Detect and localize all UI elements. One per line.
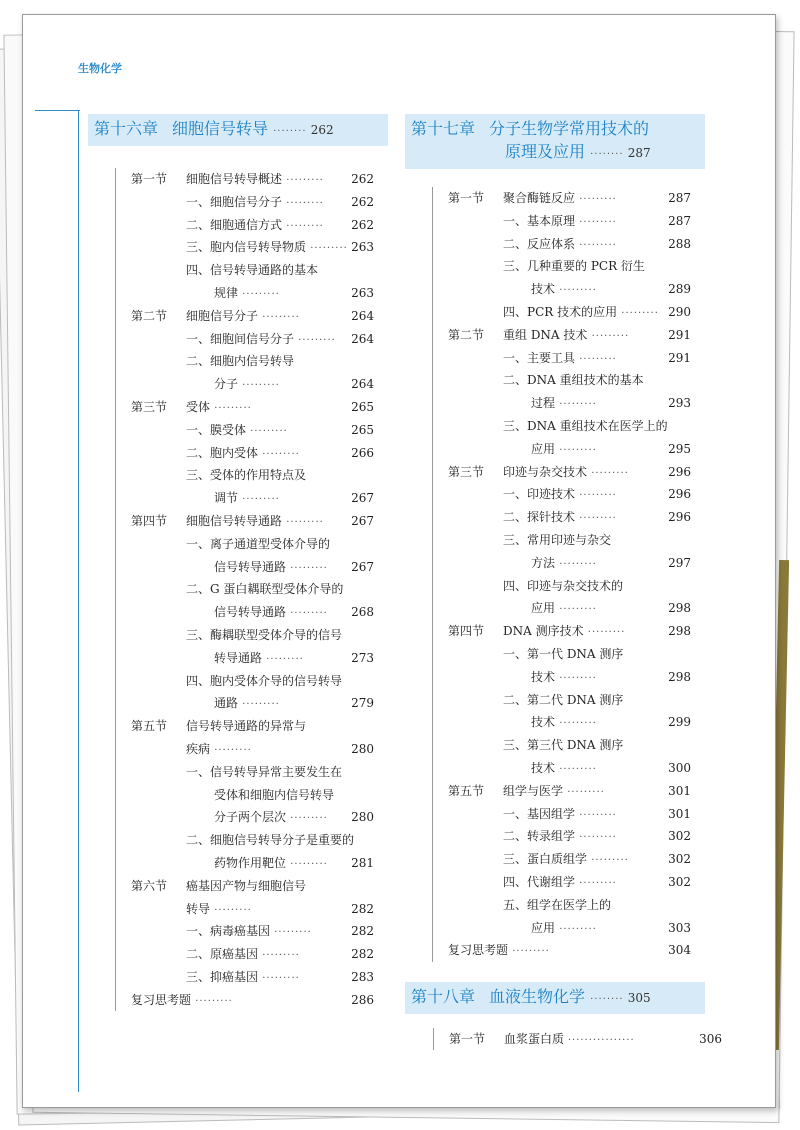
toc-entry[interactable]: [433, 1028, 736, 1050]
leader-dots: ·········: [270, 927, 312, 939]
entry-text: 印迹与杂交技术: [503, 464, 588, 479]
right-column: [405, 114, 705, 962]
toc-entry[interactable]: [131, 282, 388, 305]
leader-dots: ·········: [575, 513, 617, 525]
toc-entry[interactable]: [131, 191, 388, 214]
page-number: 267: [351, 559, 374, 574]
entry-text: 三、受体的作用特点及: [186, 468, 307, 483]
entry-text: 二、细胞通信方式: [186, 217, 283, 232]
entry-text: 信号转导通路: [214, 605, 287, 620]
leader-dots: ·········: [258, 972, 300, 984]
page-number: 291: [668, 327, 691, 342]
page-number: 264: [351, 308, 374, 323]
section-label: 第三节: [448, 464, 485, 479]
toc-entry[interactable]: [131, 259, 388, 282]
leader-dots: ·········: [587, 855, 629, 867]
toc-entry[interactable]: [131, 350, 388, 373]
leader-dots: ·········: [258, 950, 300, 962]
toc-entry[interactable]: [448, 597, 705, 620]
chapter-title: 细胞信号转导: [172, 119, 269, 138]
page-number: 263: [351, 240, 374, 255]
entry-text: 一、基本原理: [503, 213, 576, 228]
toc-entry[interactable]: [448, 210, 705, 233]
chapter-title: 血液生物化学: [489, 987, 586, 1006]
page-number: 264: [351, 377, 374, 392]
page-number: 282: [351, 901, 374, 916]
leader-dots: ·········: [282, 175, 324, 186]
leader-dots: ·········: [286, 813, 328, 825]
entry-text: 四、PCR 技术的应用: [503, 304, 618, 319]
toc-entry[interactable]: [131, 692, 388, 715]
section-label: 第三节: [131, 399, 168, 414]
leader-dots: ·········: [563, 786, 605, 798]
toc-entry[interactable]: [131, 761, 388, 784]
page-number: 302: [668, 829, 691, 844]
page-number: 298: [668, 624, 691, 639]
toc-entry[interactable]: [448, 278, 705, 301]
entry-text: 转导: [186, 901, 211, 916]
page-number: 262: [351, 217, 374, 232]
chapter-title-line2: 原理及应用: [505, 142, 586, 161]
page-number: 296: [668, 487, 691, 502]
toc-entry[interactable]: [131, 442, 388, 465]
leader-dots: ·········: [238, 699, 280, 711]
toc-entry[interactable]: [448, 369, 705, 392]
entry-text: 一、主要工具: [503, 350, 576, 365]
entry-text: 细胞信号转导通路: [186, 513, 283, 528]
entry-text: 转导通路: [214, 650, 263, 665]
entry-text: 一、膜受体: [186, 422, 247, 437]
toc-entry[interactable]: [448, 643, 705, 666]
toc-entry[interactable]: [131, 419, 388, 442]
page-number: 287: [668, 213, 691, 228]
header-rule: [35, 110, 80, 111]
chapter-page: 305: [627, 991, 651, 1005]
leader-dots: ·········: [555, 718, 597, 730]
entry-text: 四、代谢组学: [503, 874, 576, 889]
toc-entry[interactable]: [448, 825, 705, 848]
toc-entry[interactable]: [131, 556, 388, 579]
entry-text: 四、印迹与杂交技术的: [503, 578, 624, 593]
toc-entry[interactable]: [448, 438, 705, 461]
entry-text: 二、细胞信号转导分子是重要的: [186, 833, 355, 848]
leader-dots: ·········: [555, 444, 597, 456]
chapter-18-heading[interactable]: [405, 982, 705, 1014]
toc-entry[interactable]: [131, 829, 388, 852]
page-number: 302: [668, 874, 691, 889]
leader-dots: ········: [590, 994, 628, 1005]
leader-dots: ·········: [286, 562, 328, 574]
section-label: 第一节: [449, 1032, 486, 1046]
leader-dots: ·········: [587, 330, 630, 342]
toc-entry[interactable]: [131, 966, 388, 989]
page-number: 262: [351, 172, 374, 186]
leader-dots: ·········: [555, 285, 597, 297]
running-header: 生物化学: [78, 62, 122, 75]
leader-dots: ·········: [555, 558, 597, 570]
toc-entry[interactable]: [131, 670, 388, 693]
entry-text: 一、细胞间信号分子: [186, 331, 295, 346]
entry-text: 受体和细胞内信号转导: [214, 787, 335, 802]
toc-entry[interactable]: [448, 233, 705, 256]
entry-text: 二、G 蛋白耦联型受体介导的: [186, 582, 344, 597]
margin-rule: [78, 110, 79, 1092]
entry-text: 四、信号转导通路的基本: [186, 263, 319, 278]
right-column-lower: [405, 982, 705, 1014]
toc-entry[interactable]: [131, 989, 388, 1012]
entry-text: 复习思考题: [131, 992, 192, 1007]
leader-dots: ·········: [294, 334, 336, 346]
chapter-number: 第十六章: [94, 119, 159, 138]
toc-entry[interactable]: [448, 711, 705, 734]
toc-entry[interactable]: [448, 301, 705, 324]
page-number: 281: [351, 855, 374, 870]
section-label: 第四节: [448, 624, 485, 639]
page-number: 306: [699, 1032, 722, 1046]
chapter-page: 262: [310, 123, 334, 137]
toc-entry[interactable]: [448, 803, 705, 826]
toc-entry[interactable]: [131, 875, 388, 898]
toc-entry[interactable]: [448, 552, 705, 575]
entry-text: 方法: [531, 555, 556, 570]
leader-dots: ·········: [246, 425, 288, 437]
entry-text: 分子: [214, 377, 239, 392]
entry-text: 过程: [531, 396, 556, 411]
entry-text: 一、基因组学: [503, 806, 576, 821]
toc-entry[interactable]: [131, 647, 388, 670]
toc-entry[interactable]: [131, 168, 388, 191]
chapter-number: 第十八章: [411, 987, 476, 1006]
page-number: 295: [668, 441, 691, 456]
page-number: 282: [351, 924, 374, 939]
entry-text: 四、胞内受体介导的信号转导: [186, 673, 343, 688]
toc-entry[interactable]: [448, 575, 705, 598]
entry-text: 细胞信号转导概述: [186, 172, 283, 186]
entry-text: 重组 DNA 技术: [503, 327, 588, 342]
leader-dots: ·········: [210, 402, 252, 414]
section-label: 第六节: [131, 878, 168, 893]
toc-entry[interactable]: [131, 715, 388, 738]
toc-entry[interactable]: [448, 324, 705, 347]
toc-entry[interactable]: [131, 898, 388, 921]
page-number: 296: [668, 510, 691, 525]
page-number: 291: [668, 350, 691, 365]
entry-text: 二、胞内受体: [186, 445, 259, 460]
page-number: 301: [668, 783, 691, 798]
entry-text: 一、第一代 DNA 测序: [503, 646, 624, 661]
entry-text: 一、细胞信号分子: [186, 194, 283, 209]
toc-entry[interactable]: [131, 305, 388, 328]
entry-text: 三、蛋白质组学: [503, 852, 588, 867]
leader-dots: ········: [590, 149, 628, 160]
toc-entry[interactable]: [448, 392, 705, 415]
toc-entry[interactable]: [131, 487, 388, 510]
page-number: 300: [668, 760, 691, 775]
toc-entry[interactable]: [448, 894, 705, 917]
entry-text: 一、印迹技术: [503, 487, 576, 502]
entry-text: 三、常用印迹与杂交: [503, 532, 612, 547]
leader-dots: ·········: [238, 288, 280, 300]
entry-text: 二、原癌基因: [186, 947, 259, 962]
toc-entry[interactable]: [448, 255, 705, 278]
toc-entry[interactable]: [131, 464, 388, 487]
page-number: 289: [668, 282, 691, 297]
toc-entry[interactable]: [448, 757, 705, 780]
entry-text: 二、第二代 DNA 测序: [503, 692, 624, 707]
entry-text: 信号转导通路: [214, 559, 287, 574]
entry-text: 应用: [531, 441, 556, 456]
page-number: 267: [351, 491, 374, 506]
page-number: 280: [351, 741, 374, 756]
chapter-title-line1: 分子生物学常用技术的: [489, 119, 650, 138]
leader-dots: ·········: [258, 311, 300, 323]
entry-text: 技术: [531, 282, 556, 297]
toc-entry[interactable]: [131, 806, 388, 829]
leader-dots: ·········: [282, 197, 324, 209]
toc-entry[interactable]: [448, 939, 705, 962]
entry-text: 技术: [531, 715, 556, 730]
leader-dots: ·········: [508, 946, 550, 958]
entry-text: 技术: [531, 669, 556, 684]
entry-text: 五、组学在医学上的: [503, 897, 612, 912]
entry-text: 二、探针技术: [503, 510, 576, 525]
leader-dots: ·········: [575, 809, 617, 821]
leader-dots: ·········: [210, 904, 252, 916]
page-number: 286: [351, 992, 374, 1007]
page-number: 303: [668, 920, 691, 935]
entry-text: 受体: [186, 399, 211, 414]
toc-entry[interactable]: [131, 601, 388, 624]
leader-dots: ·········: [587, 467, 629, 479]
toc-entry[interactable]: [131, 533, 388, 556]
page-number: 273: [351, 650, 374, 665]
leader-dots: ·········: [575, 832, 617, 844]
toc-entry[interactable]: [448, 917, 705, 940]
leader-dots: ·········: [583, 627, 626, 639]
page-number: 266: [351, 445, 374, 460]
entry-text: 三、抑癌基因: [186, 969, 259, 984]
toc-entry[interactable]: [448, 415, 705, 438]
page-number: 304: [668, 943, 691, 958]
entry-text: 复习思考题: [448, 943, 509, 958]
leader-dots: ·········: [575, 239, 617, 251]
leader-dots: ·········: [555, 399, 597, 411]
entry-text: 应用: [531, 920, 556, 935]
page-number: 267: [351, 513, 374, 528]
toc-entry[interactable]: [448, 780, 705, 803]
toc-entry[interactable]: [131, 578, 388, 601]
chapter-16-heading[interactable]: [88, 114, 388, 146]
entry-text: 一、离子通道型受体介导的: [186, 536, 331, 551]
chapter-17-entries: [432, 187, 705, 962]
toc-entry[interactable]: [131, 236, 388, 259]
leader-dots: ·········: [555, 923, 597, 935]
section-label: 第一节: [448, 191, 485, 205]
entry-text: 二、细胞内信号转导: [186, 354, 295, 369]
toc-entry[interactable]: [131, 510, 388, 533]
toc-entry[interactable]: [131, 784, 388, 807]
leader-dots: ·········: [575, 877, 617, 889]
page-number: 301: [668, 806, 691, 821]
leader-dots: ·········: [238, 494, 280, 506]
leader-dots: ·········: [575, 490, 617, 502]
page-number: 298: [668, 669, 691, 684]
section-label: 第五节: [448, 783, 485, 798]
leader-dots: ·········: [191, 995, 233, 1007]
leader-dots: ·········: [262, 653, 304, 665]
toc-entry[interactable]: [131, 852, 388, 875]
toc-entry[interactable]: [131, 943, 388, 966]
toc-entry[interactable]: [448, 506, 705, 529]
entry-text: 疾病: [186, 741, 211, 756]
leader-dots: ·········: [282, 220, 324, 232]
section-label: 第一节: [131, 172, 168, 186]
entry-text: 细胞信号分子: [186, 308, 259, 323]
entry-text: 组学与医学: [503, 783, 564, 798]
leader-dots: ·········: [575, 194, 617, 205]
page-number: 299: [668, 715, 691, 730]
toc-entry[interactable]: [448, 734, 705, 757]
toc-entry[interactable]: [448, 666, 705, 689]
toc-entry[interactable]: [131, 738, 388, 761]
entry-text: 三、胞内信号转导物质: [186, 240, 307, 255]
page-number: 296: [668, 464, 691, 479]
toc-entry[interactable]: [131, 373, 388, 396]
leader-dots: ·········: [238, 380, 280, 392]
entry-text: 二、转录组学: [503, 829, 576, 844]
entry-text: 一、信号转导异常主要发生在: [186, 764, 343, 779]
toc-entry[interactable]: [131, 920, 388, 943]
leader-dots: ·········: [555, 763, 597, 775]
entry-text: 分子两个层次: [214, 810, 287, 825]
entry-text: 癌基因产物与细胞信号: [186, 878, 307, 893]
entry-text: 药物作用靶位: [214, 855, 287, 870]
page-number: 293: [668, 396, 691, 411]
page-number: 298: [668, 601, 691, 616]
entry-text: 血浆蛋白质: [504, 1032, 565, 1046]
toc-entry[interactable]: [448, 848, 705, 871]
page-number: 262: [351, 194, 374, 209]
entry-text: 一、病毒癌基因: [186, 924, 271, 939]
chapter-16-entries: [115, 168, 388, 1011]
leader-dots: ·········: [575, 353, 617, 365]
leader-dots: ·········: [286, 858, 328, 870]
entry-text: 应用: [531, 601, 556, 616]
page-number: 264: [351, 331, 374, 346]
section-label: 第五节: [131, 719, 168, 734]
leader-dots: ·········: [575, 216, 617, 228]
leader-dots: ·········: [306, 243, 348, 255]
chapter-17-heading[interactable]: [405, 114, 705, 169]
toc-entry[interactable]: [448, 620, 705, 643]
page-number: 280: [351, 810, 374, 825]
section-label: 第二节: [448, 327, 485, 342]
entry-text: 三、几种重要的 PCR 衍生: [503, 259, 645, 274]
page-number: 282: [351, 947, 374, 962]
leader-dots: ·········: [617, 307, 659, 319]
entry-text: 三、DNA 重组技术在医学上的: [503, 418, 668, 433]
toc-entry[interactable]: [448, 483, 705, 506]
entry-text: DNA 测序技术: [503, 624, 584, 639]
left-column: [88, 114, 388, 1011]
toc-entry[interactable]: [448, 347, 705, 370]
chapter-number: 第十七章: [411, 119, 476, 138]
entry-text: 二、DNA 重组技术的基本: [503, 373, 644, 388]
page-number: 287: [668, 191, 691, 205]
toc-entry[interactable]: [131, 396, 388, 419]
entry-text: 规律: [214, 285, 239, 300]
leader-dots: ·········: [555, 604, 597, 616]
toc-entry[interactable]: [448, 529, 705, 552]
chapter-page: 287: [627, 146, 651, 160]
page-number: 288: [668, 236, 691, 251]
entry-text: 三、第三代 DNA 测序: [503, 738, 624, 753]
page-number: 265: [351, 422, 374, 437]
leader-dots: ·········: [210, 744, 252, 756]
entry-text: 二、反应体系: [503, 236, 576, 251]
entry-text: 三、酶耦联型受体介导的信号: [186, 627, 343, 642]
entry-text: 调节: [214, 491, 239, 506]
section-label: 第二节: [131, 308, 168, 323]
section-label: 第四节: [131, 513, 168, 528]
page-number: 290: [668, 304, 691, 319]
entry-text: 技术: [531, 760, 556, 775]
entry-text: 通路: [214, 696, 239, 711]
page-number: 263: [351, 285, 374, 300]
toc-entry[interactable]: [448, 871, 705, 894]
entry-text: 信号转导通路的异常与: [186, 719, 307, 734]
toc-entry[interactable]: [448, 461, 705, 484]
page-number: 279: [351, 696, 374, 711]
page-number: 297: [668, 555, 691, 570]
leader-dots: ·········: [286, 608, 328, 620]
toc-entry[interactable]: [131, 328, 388, 351]
page-number: 268: [351, 605, 374, 620]
page-number: 302: [668, 852, 691, 867]
toc-entry[interactable]: [448, 689, 705, 712]
toc-entry[interactable]: [131, 214, 388, 237]
entry-text: 聚合酶链反应: [503, 191, 576, 205]
page-number: 283: [351, 969, 374, 984]
leader-dots: ·········: [555, 672, 597, 684]
page-number: 265: [351, 399, 374, 414]
leader-dots: ········: [273, 126, 311, 137]
leader-dots: ·········: [258, 448, 300, 460]
leader-dots: ·········: [282, 516, 324, 528]
leader-dots: ················: [567, 1035, 635, 1046]
toc-entry[interactable]: [131, 624, 388, 647]
toc-entry[interactable]: [448, 187, 705, 210]
